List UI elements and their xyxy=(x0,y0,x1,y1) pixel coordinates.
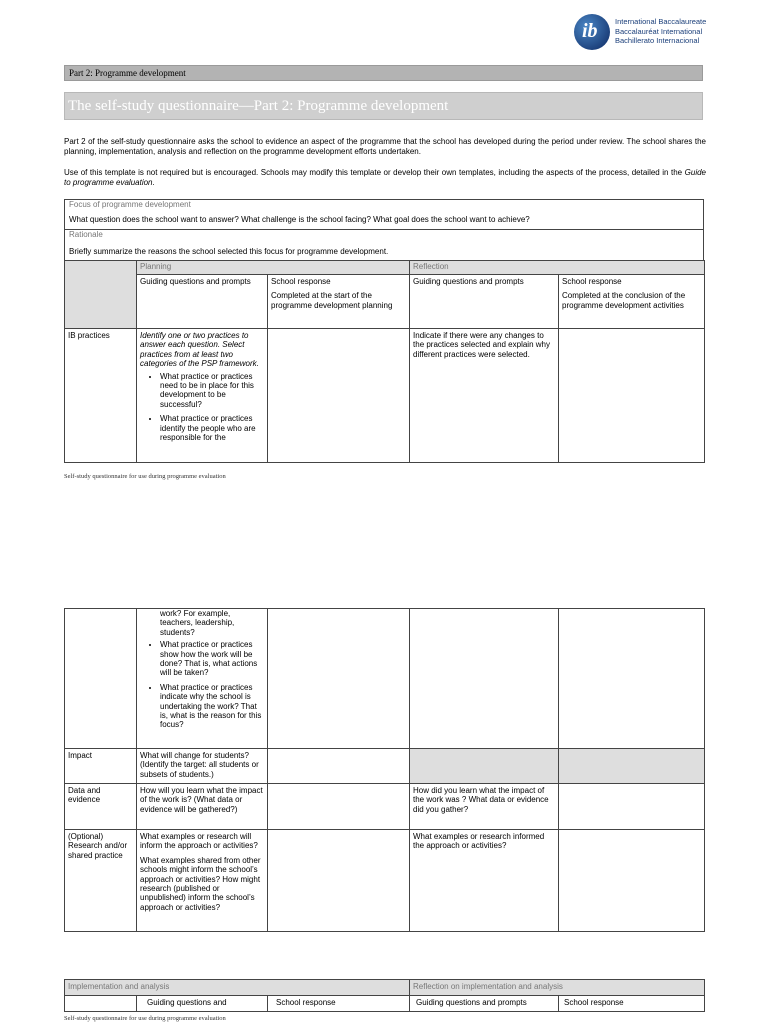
reflection-response-note: Completed at the conclusion of the programme development activities xyxy=(562,291,686,310)
ib-practices-reflection-response[interactable] xyxy=(559,329,705,463)
data-evidence-reflection: How did you learn what the impact of the work was ? What data or evidence did you gather? xyxy=(410,784,559,830)
implementation-guiding-header: Guiding questions and xyxy=(137,996,268,1012)
logo-line-fr: Baccalauréat International xyxy=(615,26,703,36)
intro-p2-start: Use of this template is not required but is encouraged. Schools may modify this template or develop their own templates, including the aspects of the process, detailed in the xyxy=(64,168,685,177)
planning-guiding-header: Guiding questions and prompts xyxy=(137,275,268,329)
reflection-impl-response-header: School response xyxy=(559,996,705,1012)
impact-label: Impact xyxy=(65,749,137,784)
bullet-item: • What practice or practices indicate why the school is undertaking the work? That is, what is the reason for this focus? xyxy=(160,683,264,730)
continued-response[interactable] xyxy=(268,609,410,749)
impact-reflection-response-shaded xyxy=(559,749,705,784)
focus-label: Focus of programme development xyxy=(69,200,191,209)
research-prompt-1: What examples or research will inform the approach or activities? xyxy=(140,832,258,851)
bullet-item: • What practice or practices show how the work will be done? That is, what actions will be taken? xyxy=(160,640,264,678)
ib-practices-response[interactable] xyxy=(268,329,410,463)
implementation-response-header: School response xyxy=(268,996,410,1012)
rationale-label: Rationale xyxy=(69,230,103,239)
intro-paragraph-1: Part 2 of the self-study questionnaire asks the school to evidence an aspect of the programme that the school has developed during the period under review. The school shares the planning, implementation, analysis and reflection on the programme development efforts undertaken. xyxy=(64,137,706,156)
intro-p2-end: . xyxy=(152,178,155,187)
ib-logo xyxy=(574,14,734,54)
guide-link-text: Guide to programme evaluation xyxy=(64,168,706,187)
impact-prompt: What will change for students? (Identify the target: all students or subsets of students.) xyxy=(137,749,268,784)
data-evidence-prompt: How will you learn what the impact of the work is? (What data or evidence will be gathered?) xyxy=(137,784,268,830)
research-label: (Optional) Research and/or shared practice xyxy=(65,830,137,932)
continued-reflection-response[interactable] xyxy=(559,609,705,749)
reflection-guiding-header: Guiding questions and prompts xyxy=(410,275,559,329)
research-reflection-response[interactable] xyxy=(559,830,705,932)
implementation-table xyxy=(64,979,705,1012)
bullet-item: • What practice or practices need to be in place for this development to be successful? xyxy=(160,372,264,410)
rationale-box xyxy=(64,229,704,261)
planning-header: Planning xyxy=(137,261,410,275)
implementation-corner-cell xyxy=(65,996,137,1012)
data-evidence-reflection-response[interactable] xyxy=(559,784,705,830)
table1-corner-cell xyxy=(65,261,137,329)
ib-practices-prompts-continued xyxy=(137,609,268,749)
logo-line-en: International Baccalaureate xyxy=(615,17,707,26)
ib-practices-italic-prompt: Identify one or two practices to answer each question. Select practices from at least two categories of the PSP framework. xyxy=(140,331,259,369)
ib-practices-bullets-continued xyxy=(140,640,264,730)
continued-reflection[interactable] xyxy=(410,609,559,749)
footer-page-2: Self-study questionnaire for use during programme evaluation xyxy=(64,1015,226,1022)
data-evidence-response[interactable] xyxy=(268,784,410,830)
reflection-implementation-header: Reflection on implementation and analysis xyxy=(410,980,705,996)
research-prompts xyxy=(137,830,268,932)
research-prompt-2: What examples shared from other schools might inform the school’s approach or activities? How might research (published or unpublished) inform the school’s approach or activities? xyxy=(140,855,261,912)
footer-page-1: Self-study questionnaire for use during programme evaluation xyxy=(64,473,226,480)
focus-box xyxy=(64,199,704,230)
implementation-header: Implementation and analysis xyxy=(65,980,410,996)
bullet-item: • What practice or practices identify the people who are responsible for the xyxy=(160,414,264,442)
logo-line-es: Bachillerato Internacional xyxy=(615,36,700,45)
bullet-continued: work? For example, teachers, leadership, students? xyxy=(160,609,235,637)
ib-practices-bullets xyxy=(140,372,264,443)
research-response[interactable] xyxy=(268,830,410,932)
ib-practices-reflection: Indicate if there were any changes to the practices selected and explain why different practices were selected. xyxy=(410,329,559,463)
ib-practices-label: IB practices xyxy=(65,329,137,463)
reflection-impl-guiding-header: Guiding questions and prompts xyxy=(410,996,559,1012)
reflection-response-title: School response xyxy=(562,277,622,286)
page-title: The self-study questionnaire—Part 2: Programme development xyxy=(64,92,703,120)
planning-response-header xyxy=(268,275,410,329)
planning-response-title: School response xyxy=(271,277,331,286)
reflection-response-header xyxy=(559,275,705,329)
data-evidence-label: Data and evidence xyxy=(65,784,137,830)
impact-reflection-shaded xyxy=(410,749,559,784)
reflection-header: Reflection xyxy=(410,261,705,275)
research-reflection: What examples or research informed the approach or activities? xyxy=(410,830,559,932)
programme-table-2 xyxy=(64,608,705,932)
ib-practices-prompts xyxy=(137,329,268,463)
ib-logo-letters: ib xyxy=(582,20,598,42)
rationale-text: Briefly summarize the reasons the school selected this focus for programme development. xyxy=(69,247,389,256)
continued-label-cell xyxy=(65,609,137,749)
planning-response-note: Completed at the start of the programme development planning xyxy=(271,291,393,310)
intro-paragraph-2 xyxy=(64,168,706,188)
impact-response[interactable] xyxy=(268,749,410,784)
programme-table-1 xyxy=(64,260,705,463)
focus-question: What question does the school want to answer? What challenge is the school facing? What goal does the school want to achieve? xyxy=(69,215,530,224)
part-label-bar: Part 2: Programme development xyxy=(64,65,703,81)
ib-logo-text xyxy=(615,17,706,46)
